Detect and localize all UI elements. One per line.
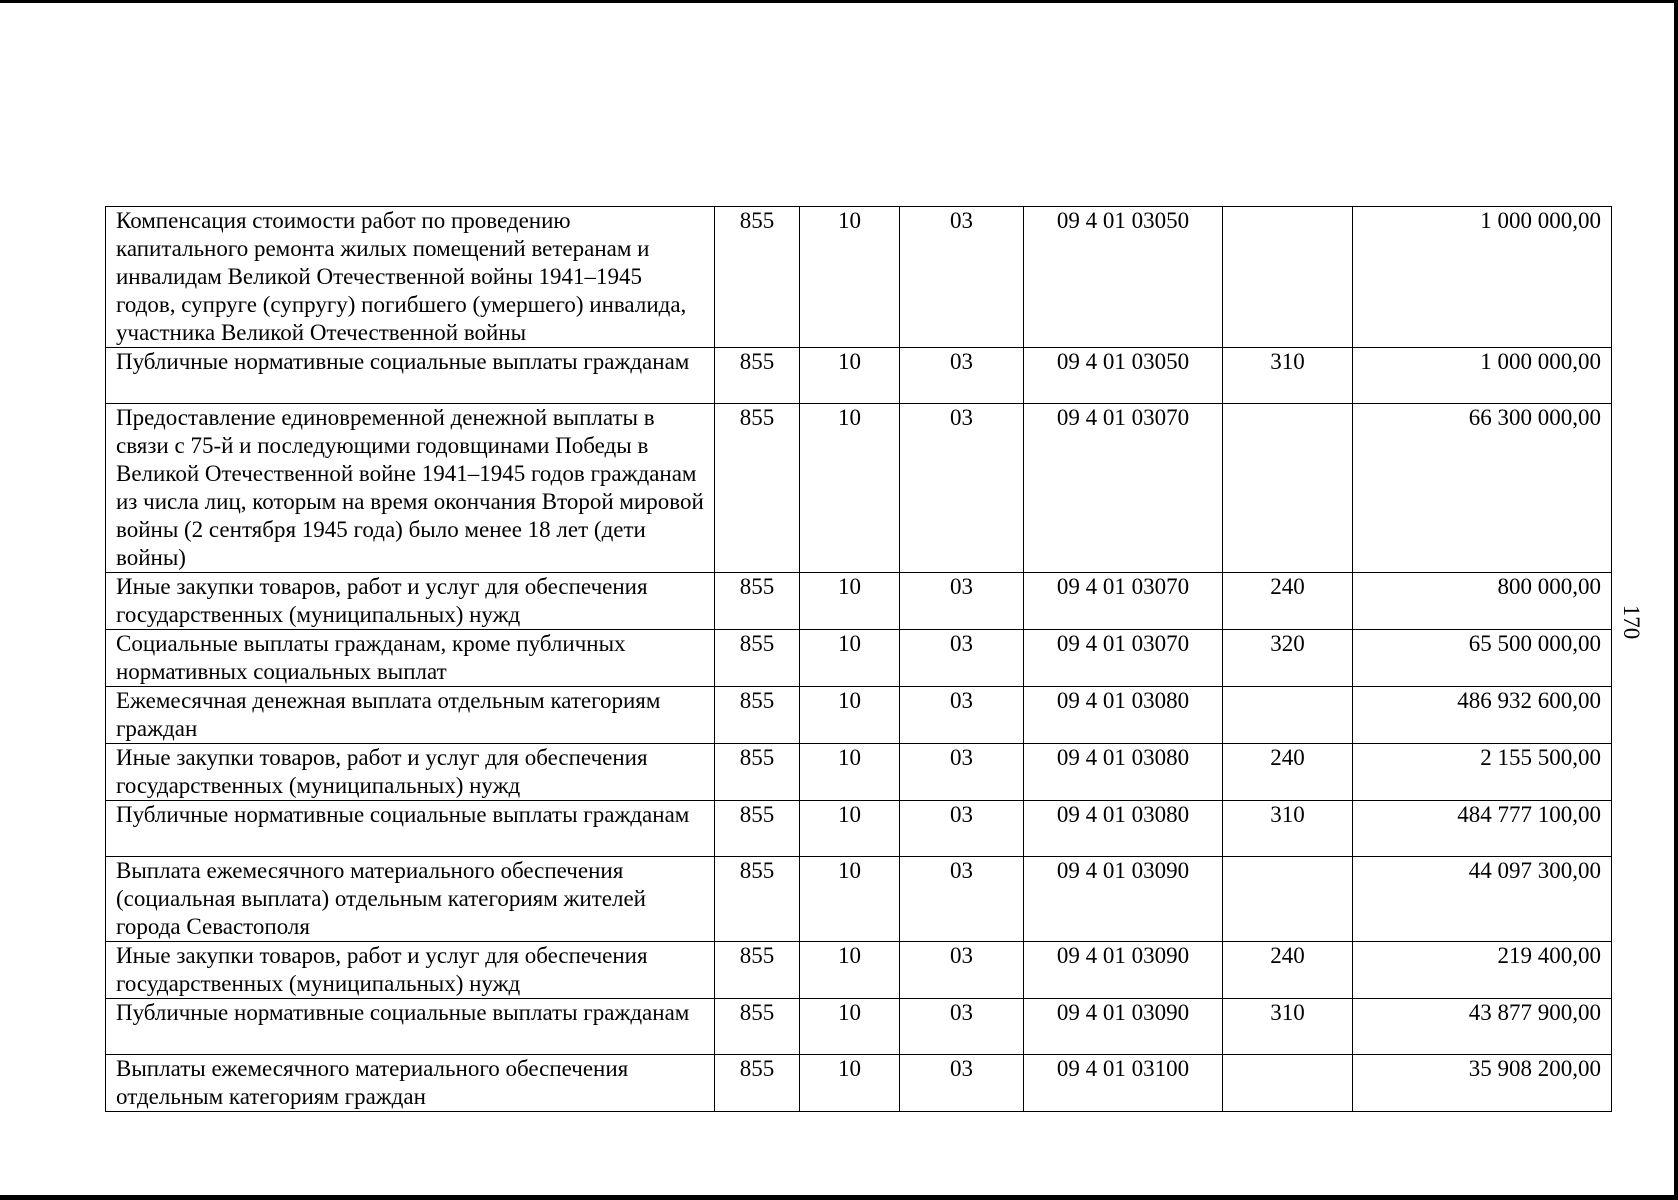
row-amount: 2 155 500,00: [1353, 744, 1612, 801]
row-description: Иные закупки товаров, работ и услуг для обеспечения государственных (муниципальных) нужд: [106, 942, 715, 999]
row-subsection-code: 03: [900, 207, 1024, 348]
row-target-code: 09 4 01 03080: [1024, 801, 1223, 857]
table-row: [106, 687, 1612, 744]
row-expense-type: 240: [1223, 744, 1353, 801]
row-ministry-code: 855: [715, 942, 800, 999]
row-target-code: 09 4 01 03070: [1024, 630, 1223, 687]
row-ministry-code: 855: [715, 573, 800, 630]
row-subsection-code: 03: [900, 857, 1024, 942]
table-body: [106, 207, 1612, 1112]
row-expense-type: 310: [1223, 999, 1353, 1055]
row-expense-type: 240: [1223, 573, 1353, 630]
row-ministry-code: 855: [715, 630, 800, 687]
row-subsection-code: 03: [900, 744, 1024, 801]
row-amount: 43 877 900,00: [1353, 999, 1612, 1055]
table-row: [106, 630, 1612, 687]
row-expense-type: [1223, 1055, 1353, 1112]
row-ministry-code: 855: [715, 207, 800, 348]
table-row: [106, 207, 1612, 348]
row-amount: 66 300 000,00: [1353, 404, 1612, 573]
table-row: [106, 1055, 1612, 1112]
scan-border-bottom: [0, 1195, 1678, 1200]
row-subsection-code: 03: [900, 1055, 1024, 1112]
table-row: [106, 404, 1612, 573]
row-section-code: 10: [800, 687, 900, 744]
row-description: Иные закупки товаров, работ и услуг для обеспечения государственных (муниципальных) нужд: [106, 573, 715, 630]
row-target-code: 09 4 01 03090: [1024, 942, 1223, 999]
table-row: [106, 801, 1612, 857]
row-description: Предоставление единовременной денежной выплаты в связи с 75-й и последующими годовщинами Победы в Великой Отечественной войне 1941–1945 годов гражданам из числа лиц, которым на время окончания Второй мировой войны (2 сентября 1945 года) было менее 18 лет (дети войны): [106, 404, 715, 573]
row-expense-type: 310: [1223, 801, 1353, 857]
row-ministry-code: 855: [715, 999, 800, 1055]
row-expense-type: 240: [1223, 942, 1353, 999]
row-amount: 486 932 600,00: [1353, 687, 1612, 744]
row-expense-type: 320: [1223, 630, 1353, 687]
row-section-code: 10: [800, 942, 900, 999]
row-subsection-code: 03: [900, 630, 1024, 687]
page-number: 170: [1619, 604, 1644, 640]
row-description: Выплата ежемесячного материального обеспечения (социальная выплата) отдельным категориям жителей города Севастополя: [106, 857, 715, 942]
row-subsection-code: 03: [900, 573, 1024, 630]
row-subsection-code: 03: [900, 999, 1024, 1055]
row-description: Компенсация стоимости работ по проведению капитального ремонта жилых помещений ветеранам и инвалидам Великой Отечественной войны 1941–1945 годов, супруге (супругу) погибшего (умершего) инвалида, участника Великой Отечественной войны: [106, 207, 715, 348]
row-amount: 35 908 200,00: [1353, 1055, 1612, 1112]
row-expense-type: [1223, 207, 1353, 348]
row-section-code: 10: [800, 630, 900, 687]
row-target-code: 09 4 01 03080: [1024, 744, 1223, 801]
row-target-code: 09 4 01 03070: [1024, 404, 1223, 573]
row-expense-type: [1223, 857, 1353, 942]
table-row: [106, 999, 1612, 1055]
row-ministry-code: 855: [715, 1055, 800, 1112]
row-subsection-code: 03: [900, 801, 1024, 857]
row-ministry-code: 855: [715, 744, 800, 801]
row-description: Публичные нормативные социальные выплаты гражданам: [106, 348, 715, 404]
row-target-code: 09 4 01 03050: [1024, 207, 1223, 348]
row-section-code: 10: [800, 857, 900, 942]
scan-border-right: [1674, 0, 1678, 1200]
row-ministry-code: 855: [715, 857, 800, 942]
table-row: [106, 573, 1612, 630]
row-amount: 800 000,00: [1353, 573, 1612, 630]
row-expense-type: [1223, 687, 1353, 744]
row-ministry-code: 855: [715, 801, 800, 857]
row-description: Социальные выплаты гражданам, кроме публичных нормативных социальных выплат: [106, 630, 715, 687]
row-amount: 484 777 100,00: [1353, 801, 1612, 857]
row-section-code: 10: [800, 404, 900, 573]
row-section-code: 10: [800, 801, 900, 857]
row-description: Выплаты ежемесячного материального обеспечения отдельным категориям граждан: [106, 1055, 715, 1112]
table-row: [106, 857, 1612, 942]
row-ministry-code: 855: [715, 348, 800, 404]
row-amount: 44 097 300,00: [1353, 857, 1612, 942]
row-amount: 219 400,00: [1353, 942, 1612, 999]
row-section-code: 10: [800, 207, 900, 348]
table-row: [106, 348, 1612, 404]
row-ministry-code: 855: [715, 687, 800, 744]
table-row: [106, 942, 1612, 999]
row-expense-type: 310: [1223, 348, 1353, 404]
row-description: Публичные нормативные социальные выплаты гражданам: [106, 801, 715, 857]
row-subsection-code: 03: [900, 687, 1024, 744]
row-target-code: 09 4 01 03080: [1024, 687, 1223, 744]
row-section-code: 10: [800, 744, 900, 801]
row-amount: 1 000 000,00: [1353, 348, 1612, 404]
row-subsection-code: 03: [900, 348, 1024, 404]
row-amount: 65 500 000,00: [1353, 630, 1612, 687]
row-ministry-code: 855: [715, 404, 800, 573]
row-section-code: 10: [800, 999, 900, 1055]
table-row: [106, 744, 1612, 801]
row-description: Ежемесячная денежная выплата отдельным категориям граждан: [106, 687, 715, 744]
row-subsection-code: 03: [900, 404, 1024, 573]
row-target-code: 09 4 01 03070: [1024, 573, 1223, 630]
row-description: Публичные нормативные социальные выплаты гражданам: [106, 999, 715, 1055]
row-section-code: 10: [800, 573, 900, 630]
row-section-code: 10: [800, 1055, 900, 1112]
scan-border-top: [0, 0, 1678, 3]
budget-table: [105, 206, 1612, 1112]
row-target-code: 09 4 01 03100: [1024, 1055, 1223, 1112]
row-target-code: 09 4 01 03090: [1024, 857, 1223, 942]
row-target-code: 09 4 01 03090: [1024, 999, 1223, 1055]
row-subsection-code: 03: [900, 942, 1024, 999]
row-expense-type: [1223, 404, 1353, 573]
row-section-code: 10: [800, 348, 900, 404]
row-amount: 1 000 000,00: [1353, 207, 1612, 348]
row-target-code: 09 4 01 03050: [1024, 348, 1223, 404]
row-description: Иные закупки товаров, работ и услуг для обеспечения государственных (муниципальных) нужд: [106, 744, 715, 801]
